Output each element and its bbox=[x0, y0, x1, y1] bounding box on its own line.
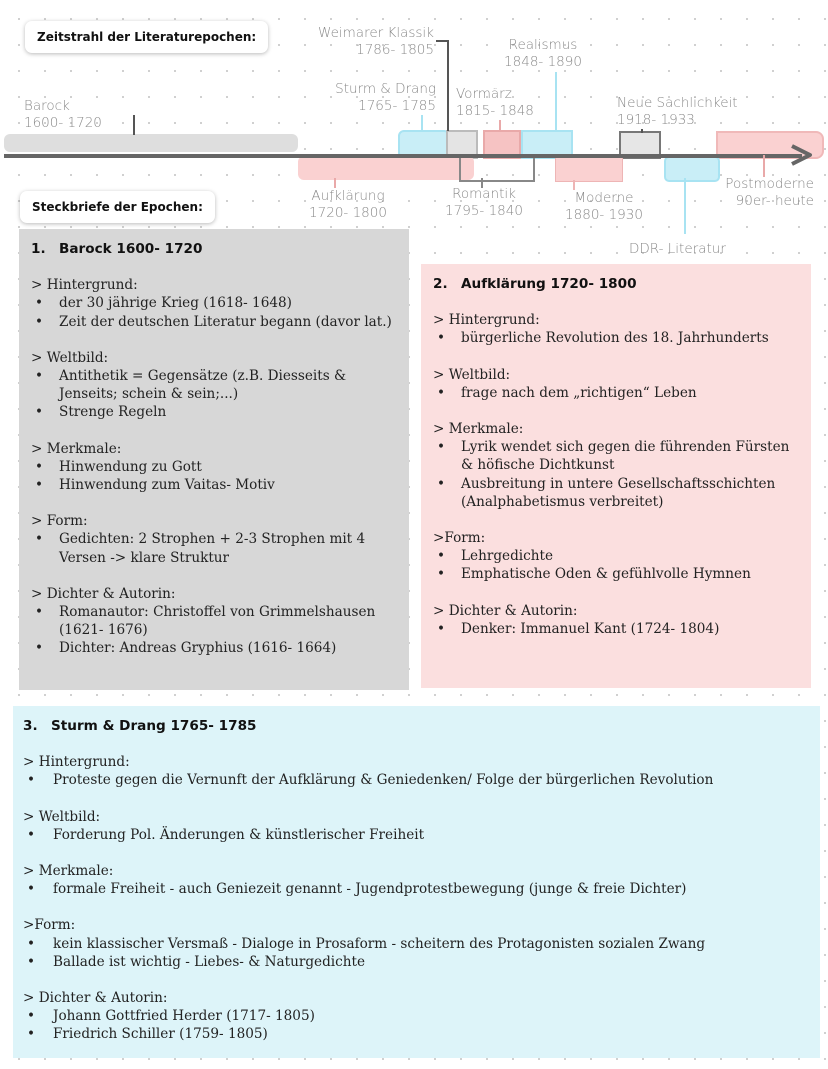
profiles-title: Steckbriefe der Epochen: bbox=[32, 200, 203, 214]
connector-weimarer-h bbox=[436, 40, 449, 42]
list-item: • Strenge Regeln bbox=[31, 403, 397, 421]
label-weimarer-klassik: Weimarer Klassik 1786- 1805 bbox=[318, 25, 434, 58]
list-item: • Lyrik wendet sich gegen die führenden Fürsten & höfische Dichtkunst bbox=[433, 438, 799, 474]
connector-vormaerz bbox=[499, 120, 501, 131]
timeline-title: Zeitstrahl der Literaturepochen: bbox=[37, 30, 257, 44]
list-item: • kein klassischer Versmaß - Dialoge in Prosaform - scheitern des Protagonisten sozialen Zwang bbox=[23, 935, 810, 953]
label-vormaerz: Vormärz 1815- 1848 bbox=[456, 86, 534, 119]
timeline-bar-aufklaerung bbox=[298, 156, 474, 180]
section-features: > Merkmale: • Lyrik wendet sich gegen die führenden Fürsten & höfische Dichtkunst • Ausbreitung in untere Gesellschaftsschichten (Analphabetismus verbreitet) bbox=[433, 420, 799, 511]
list-item: • der 30 jährige Krieg (1618- 1648) bbox=[31, 294, 397, 312]
section-authors: > Dichter & Autorin: • Johann Gottfried Herder (1717- 1805) • Friedrich Schiller (1759- 1805) bbox=[23, 989, 810, 1044]
profiles-title-tag bbox=[20, 191, 215, 223]
label-romantik: Romantik 1795- 1840 bbox=[445, 186, 523, 219]
timeline-bar-romantik bbox=[459, 156, 535, 182]
list-item: • Hinwendung zu Gott bbox=[31, 458, 397, 476]
list-item: • formale Freiheit - auch Geniezeit genannt - Jugendprotestbewegung (junge & freie Dichter) bbox=[23, 880, 810, 898]
timeline-title-tag bbox=[25, 21, 268, 53]
timeline-bar-moderne bbox=[555, 156, 623, 182]
card-title: 1. Barock 1600- 1720 bbox=[31, 241, 203, 257]
list-item: • Lehrgedichte bbox=[433, 547, 799, 565]
label-postmoderne: Postmoderne 90er- heute bbox=[725, 176, 814, 209]
section-features: > Merkmale: • Hinwendung zu Gott • Hinwendung zum Vaitas- Motiv bbox=[31, 440, 397, 495]
label-realismus: Realismus 1848- 1890 bbox=[504, 37, 582, 70]
connector-sturm bbox=[421, 115, 423, 131]
connector-aufklaerung bbox=[334, 178, 336, 188]
section-form: >Form: • kein klassischer Versmaß - Dialoge in Prosaform - scheitern des Protagonisten sozialen Zwang • Ballade ist wichtig - Liebes- & Naturgedichte bbox=[23, 916, 810, 971]
list-item: • Friedrich Schiller (1759- 1805) bbox=[23, 1025, 810, 1043]
timeline-bar-barock bbox=[4, 134, 298, 152]
list-item: • Gedichten: 2 Strophen + 2-3 Strophen mit 4 Versen -> klare Struktur bbox=[31, 530, 397, 566]
section-background: > Hintergrund: • der 30 jährige Krieg (1618- 1648) • Zeit der deutschen Literatur begann (davor lat.) bbox=[31, 276, 397, 331]
section-form: >Form: • Lehrgedichte • Emphatische Oden & gefühlvolle Hymnen bbox=[433, 529, 799, 584]
card-title: 3. Sturm & Drang 1765- 1785 bbox=[23, 718, 257, 734]
list-item: • Johann Gottfried Herder (1717- 1805) bbox=[23, 1007, 810, 1025]
connector-weimarer-v bbox=[447, 40, 449, 131]
section-features: > Merkmale: • formale Freiheit - auch Geniezeit genannt - Jugendprotestbewegung (junge & freie Dichter) bbox=[23, 862, 810, 898]
label-neue-sachlichkeit: Neue Sachlichkeit 1918- 1933 bbox=[617, 95, 738, 128]
label-ddr: DDR- Literatur bbox=[629, 241, 726, 257]
section-authors: > Dichter & Autorin: • Denker: Immanuel Kant (1724- 1804) bbox=[433, 602, 799, 638]
list-item: • Denker: Immanuel Kant (1724- 1804) bbox=[433, 620, 799, 638]
connector-neue-sachlichkeit bbox=[641, 129, 643, 133]
list-item: • Hinwendung zum Vaitas- Motiv bbox=[31, 476, 397, 494]
card-sturm-drang bbox=[13, 706, 820, 1058]
section-authors: > Dichter & Autorin: • Romanautor: Christoffel von Grimmelshausen (1621- 1676) • Dichter: Andreas Gryphius (1616- 1664) bbox=[31, 585, 397, 658]
list-item: • Zeit der deutschen Literatur begann (davor lat.) bbox=[31, 313, 397, 331]
list-item: • frage nach dem „richtigen“ Leben bbox=[433, 384, 799, 402]
label-sturm-drang: Sturm & Drang 1765- 1785 bbox=[335, 81, 436, 114]
timeline-arrowhead-icon bbox=[790, 144, 814, 166]
list-item: • Dichter: Andreas Gryphius (1616- 1664) bbox=[31, 639, 397, 657]
connector-ddr bbox=[684, 178, 686, 234]
label-moderne: Moderne 1880- 1930 bbox=[565, 190, 643, 223]
list-item: • Emphatische Oden & gefühlvolle Hymnen bbox=[433, 565, 799, 583]
list-item: • Ballade ist wichtig - Liebes- & Naturgedichte bbox=[23, 953, 810, 971]
timeline-axis bbox=[4, 154, 802, 158]
list-item: • bürgerliche Revolution des 18. Jahrhunderts bbox=[433, 329, 799, 347]
card-aufklaerung bbox=[421, 264, 811, 688]
section-background: > Hintergrund: • Proteste gegen die Vernunft der Aufklärung & Geniedenken/ Folge der bürgerlichen Revolution bbox=[23, 753, 810, 789]
connector-realismus bbox=[555, 72, 557, 131]
section-worldview: > Weltbild: • frage nach dem „richtigen“ Leben bbox=[433, 366, 799, 402]
section-worldview: > Weltbild: • Forderung Pol. Änderungen & künstlerischer Freiheit bbox=[23, 808, 810, 844]
list-item: • Proteste gegen die Vernunft der Aufklärung & Geniedenken/ Folge der bürgerlichen Revolution bbox=[23, 771, 810, 789]
section-form: > Form: • Gedichten: 2 Strophen + 2-3 Strophen mit 4 Versen -> klare Struktur bbox=[31, 512, 397, 567]
card-barock bbox=[19, 229, 409, 690]
list-item: • Ausbreitung in untere Gesellschaftsschichten (Analphabetismus verbreitet) bbox=[433, 475, 799, 511]
connector-moderne bbox=[573, 180, 575, 190]
connector-barock bbox=[133, 115, 135, 135]
connector-postmoderne bbox=[763, 155, 765, 177]
label-barock: Barock 1600- 1720 bbox=[24, 98, 102, 131]
section-background: > Hintergrund: • bürgerliche Revolution des 18. Jahrhunderts bbox=[433, 311, 799, 347]
label-aufklaerung: Aufklärung 1720- 1800 bbox=[309, 188, 387, 221]
list-item: • Forderung Pol. Änderungen & künstlerischer Freiheit bbox=[23, 826, 810, 844]
list-item: • Romanautor: Christoffel von Grimmelshausen (1621- 1676) bbox=[31, 603, 397, 639]
list-item: • Antithetik = Gegensätze (z.B. Diesseits & Jenseits; schein & sein;...) bbox=[31, 367, 397, 403]
card-title: 2. Aufklärung 1720- 1800 bbox=[433, 276, 637, 292]
section-worldview: > Weltbild: • Antithetik = Gegensätze (z.B. Diesseits & Jenseits; schein & sein;...) • Strenge Regeln bbox=[31, 349, 397, 422]
